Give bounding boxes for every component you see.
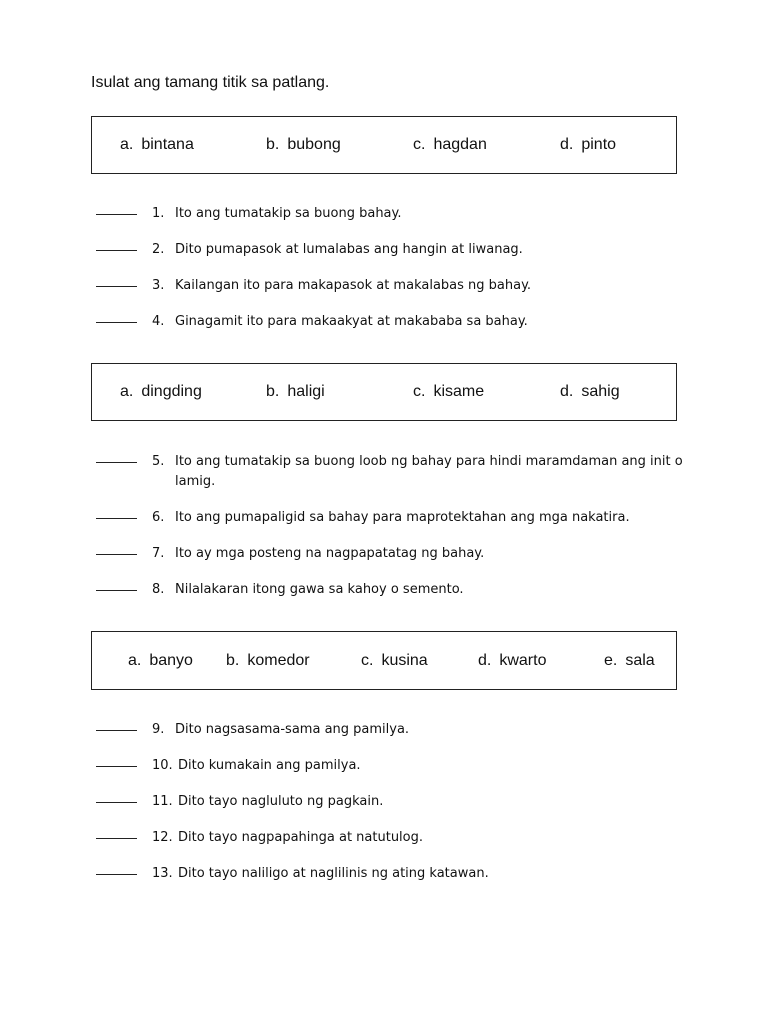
choice-option: [266, 364, 325, 420]
question-number: 2.: [152, 242, 165, 257]
choice-word: dingding: [141, 383, 202, 400]
choice-word: bintana: [141, 136, 194, 153]
question-number: 4.: [152, 314, 165, 329]
question-number: 5.: [152, 454, 165, 469]
choice-box-2: [91, 363, 677, 421]
choice-word: banyo: [149, 651, 193, 669]
question-text: Ito ang tumatakip sa buong bahay.: [175, 206, 402, 221]
choice-option: [266, 117, 341, 173]
choice-option: [413, 117, 487, 173]
question-text: Ito ang tumatakip sa buong loob ng bahay para hindi maramdaman ang init o lamig.: [175, 454, 683, 489]
question-number: 3.: [152, 278, 165, 293]
choice-box-1: [91, 116, 677, 174]
choice-word: kusina: [381, 651, 428, 669]
question-text: Ginagamit ito para makaakyat at makababa sa bahay.: [175, 314, 528, 329]
choice-letter: a.: [128, 651, 142, 669]
choice-option: [226, 632, 310, 689]
choice-word: hagdan: [433, 136, 487, 153]
answer-blank[interactable]: [96, 758, 137, 767]
answer-blank[interactable]: [96, 314, 137, 323]
answer-blank[interactable]: [96, 242, 137, 251]
choice-option: [128, 632, 193, 689]
question-text: Dito pumapasok at lumalabas ang hangin at liwanag.: [175, 242, 523, 257]
choice-option: [413, 364, 484, 420]
question-number: 1.: [152, 206, 165, 221]
answer-blank[interactable]: [96, 510, 137, 519]
question-number: 13.: [152, 866, 173, 881]
choice-letter: a.: [120, 383, 134, 400]
question-text: Ito ay mga posteng na nagpapatatag ng bahay.: [175, 546, 485, 561]
choice-word: bubong: [287, 136, 341, 153]
answer-blank[interactable]: [96, 794, 137, 803]
choice-letter: d.: [478, 651, 492, 669]
choice-word: komedor: [247, 651, 310, 669]
answer-blank[interactable]: [96, 278, 137, 287]
question-number: 9.: [152, 722, 165, 737]
choice-word: kwarto: [499, 651, 547, 669]
choice-letter: c.: [413, 383, 426, 400]
question-text: Dito tayo nagpapahinga at natutulog.: [178, 830, 424, 845]
choice-option: [604, 632, 655, 689]
question-text: Dito tayo nagluluto ng pagkain.: [178, 794, 384, 809]
answer-blank[interactable]: [96, 546, 137, 555]
choice-letter: a.: [120, 136, 134, 153]
question-text: Kailangan ito para makapasok at makalabas ng bahay.: [175, 278, 532, 293]
question-number: 12.: [152, 830, 173, 845]
question-number: 11.: [152, 794, 173, 809]
question-number: 10.: [152, 758, 173, 773]
answer-blank[interactable]: [96, 722, 137, 731]
choice-letter: b.: [226, 651, 240, 669]
question-number: 7.: [152, 546, 165, 561]
choice-option: [120, 117, 194, 173]
choice-word: sala: [625, 651, 655, 669]
choice-option: [478, 632, 546, 689]
choice-word: pinto: [581, 136, 617, 153]
answer-blank[interactable]: [96, 830, 137, 839]
question-text: Dito tayo naliligo at naglilinis ng ating katawan.: [178, 866, 489, 881]
choice-option: [120, 364, 202, 420]
question-number: 8.: [152, 582, 165, 597]
choice-option: [361, 632, 428, 689]
choice-letter: b.: [266, 383, 280, 400]
answer-blank[interactable]: [96, 866, 137, 875]
choice-word: kisame: [433, 383, 485, 400]
question-number: 6.: [152, 510, 165, 525]
choice-letter: d.: [560, 383, 574, 400]
answer-blank[interactable]: [96, 582, 137, 591]
answer-blank[interactable]: [96, 206, 137, 215]
choice-word: sahig: [581, 383, 620, 400]
question-text: Dito nagsasama-sama ang pamilya.: [175, 722, 410, 737]
instruction: Isulat ang tamang titik sa patlang.: [91, 74, 330, 91]
choice-letter: b.: [266, 136, 280, 153]
choice-option: [560, 364, 620, 420]
choice-letter: c.: [361, 651, 374, 669]
choice-letter: e.: [604, 651, 618, 669]
choice-option: [560, 117, 616, 173]
choice-box-3: [91, 631, 677, 690]
choice-letter: d.: [560, 136, 574, 153]
question-text: Ito ang pumapaligid sa bahay para maprotektahan ang mga nakatira.: [175, 510, 630, 525]
question-text: Nilalakaran itong gawa sa kahoy o semento.: [175, 582, 464, 597]
answer-blank[interactable]: [96, 454, 137, 463]
choice-word: haligi: [287, 383, 325, 400]
question-text: Dito kumakain ang pamilya.: [178, 758, 361, 773]
choice-letter: c.: [413, 136, 426, 153]
